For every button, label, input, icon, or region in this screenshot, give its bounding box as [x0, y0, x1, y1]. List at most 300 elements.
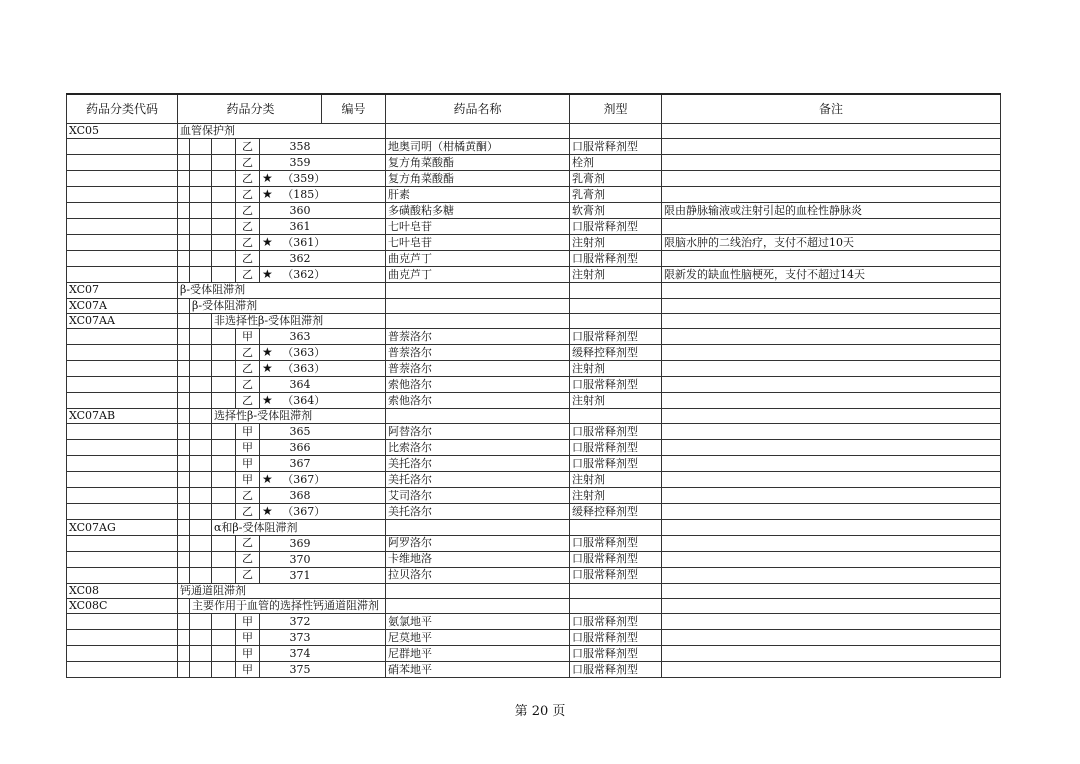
indent-cell [190, 393, 212, 409]
indent-cell [178, 219, 190, 235]
table-body [67, 94, 1001, 678]
drug-number [260, 488, 386, 504]
drug-number [260, 456, 386, 472]
drug-number-value: 361 [289, 220, 311, 234]
drug-row [67, 171, 1001, 187]
drug-name-cell [386, 409, 570, 424]
remark [662, 646, 1001, 662]
category-label: 主要作用于血管的选择性钙通道阻滞剂 [190, 599, 386, 614]
star-icon: ★ [262, 187, 273, 202]
drug-number [260, 235, 386, 251]
indent-cell [190, 361, 212, 377]
indent-cell [212, 393, 236, 409]
indent-cell [212, 329, 236, 345]
remark [662, 393, 1001, 409]
indent-cell [212, 440, 236, 456]
note-cell [662, 520, 1001, 535]
drug-name: 七叶皂苷 [386, 235, 570, 251]
header-code: 药品分类代码 [67, 94, 178, 124]
star-icon: ★ [262, 345, 273, 360]
dosage-form: 注射剂 [570, 472, 662, 488]
category-row [67, 599, 1001, 614]
remark [662, 504, 1001, 520]
drug-number-value: （359） [282, 172, 326, 186]
indent-cell [178, 424, 190, 440]
star-icon: ★ [262, 361, 273, 376]
drug-number-value: （363） [282, 362, 326, 376]
indent-cell [190, 139, 212, 155]
header-note: 备注 [662, 94, 1001, 124]
category-code [67, 345, 178, 361]
category-code: XC07AA [67, 313, 178, 328]
drug-name: 美托洛尔 [386, 456, 570, 472]
drug-row [67, 630, 1001, 646]
class-marker: 乙 [236, 377, 260, 393]
class-marker: 乙 [236, 235, 260, 251]
header-number: 编号 [322, 94, 386, 124]
form-cell [570, 283, 662, 298]
drug-name-cell [386, 283, 570, 298]
drug-name-cell [386, 599, 570, 614]
indent-cell [178, 599, 190, 614]
drug-row [67, 155, 1001, 171]
dosage-form: 口服常释剂型 [570, 251, 662, 267]
remark [662, 551, 1001, 567]
drug-row [67, 393, 1001, 409]
category-code [67, 456, 178, 472]
indent-cell [178, 662, 190, 678]
category-code: XC07AG [67, 520, 178, 535]
drug-name: 地奥司明（柑橘黄酮） [386, 139, 570, 155]
indent-cell [212, 251, 236, 267]
drug-name: 拉贝洛尔 [386, 567, 570, 583]
category-code [67, 219, 178, 235]
class-marker: 甲 [236, 456, 260, 472]
indent-cell [190, 203, 212, 219]
remark [662, 488, 1001, 504]
indent-cell [212, 155, 236, 171]
dosage-form: 口服常释剂型 [570, 662, 662, 678]
remark [662, 187, 1001, 203]
star-icon: ★ [262, 267, 273, 282]
indent-cell [190, 251, 212, 267]
drug-row [67, 139, 1001, 155]
indent-cell [178, 535, 190, 551]
remark [662, 361, 1001, 377]
category-code [67, 440, 178, 456]
form-cell [570, 298, 662, 313]
class-marker: 乙 [236, 139, 260, 155]
indent-cell [190, 488, 212, 504]
dosage-form: 口服常释剂型 [570, 551, 662, 567]
remark [662, 424, 1001, 440]
indent-cell [190, 267, 212, 283]
indent-cell [212, 377, 236, 393]
indent-cell [190, 424, 212, 440]
category-label: 选择性β-受体阻滞剂 [212, 409, 386, 424]
dosage-form: 口服常释剂型 [570, 567, 662, 583]
drug-row [67, 488, 1001, 504]
drug-name: 曲克芦丁 [386, 267, 570, 283]
drug-number-value: （185） [282, 188, 326, 202]
class-marker: 乙 [236, 488, 260, 504]
indent-cell [178, 504, 190, 520]
drug-number [260, 377, 386, 393]
drug-name: 肝素 [386, 187, 570, 203]
dosage-form: 乳膏剂 [570, 171, 662, 187]
drug-name: 曲克芦丁 [386, 251, 570, 267]
form-cell [570, 599, 662, 614]
dosage-form: 注射剂 [570, 488, 662, 504]
indent-cell [190, 345, 212, 361]
drug-name: 卡维地洛 [386, 551, 570, 567]
remark: 限由静脉输液或注射引起的血栓性静脉炎 [662, 203, 1001, 219]
remark [662, 155, 1001, 171]
drug-number-value: 364 [289, 378, 311, 392]
indent-cell [178, 614, 190, 630]
class-marker: 乙 [236, 393, 260, 409]
dosage-form: 口服常释剂型 [570, 646, 662, 662]
remark [662, 139, 1001, 155]
class-marker: 乙 [236, 219, 260, 235]
indent-cell [212, 345, 236, 361]
remark [662, 535, 1001, 551]
indent-cell [178, 630, 190, 646]
drug-row [67, 329, 1001, 345]
indent-cell [178, 456, 190, 472]
dosage-form: 口服常释剂型 [570, 219, 662, 235]
class-marker: 甲 [236, 662, 260, 678]
drug-row [67, 614, 1001, 630]
category-row [67, 313, 1001, 328]
drug-number [260, 535, 386, 551]
drug-number [260, 551, 386, 567]
note-cell [662, 599, 1001, 614]
category-code: XC07 [67, 283, 178, 298]
category-label: β-受体阻滞剂 [178, 283, 386, 298]
drug-number-value: （364） [282, 394, 326, 408]
drug-name-cell [386, 298, 570, 313]
drug-number [260, 614, 386, 630]
remark: 限脑水肿的二线治疗，支付不超过10天 [662, 235, 1001, 251]
drug-row [67, 345, 1001, 361]
header-category: 药品分类 [178, 94, 322, 124]
drug-number-value: 367 [289, 457, 311, 471]
indent-cell [178, 393, 190, 409]
remark [662, 329, 1001, 345]
category-code [67, 551, 178, 567]
drug-number-value: 359 [289, 156, 311, 170]
category-code [67, 171, 178, 187]
indent-cell [212, 267, 236, 283]
category-code [67, 139, 178, 155]
class-marker: 乙 [236, 155, 260, 171]
drug-name: 普萘洛尔 [386, 329, 570, 345]
drug-number [260, 155, 386, 171]
drug-name: 索他洛尔 [386, 393, 570, 409]
drug-row [67, 662, 1001, 678]
dosage-form: 注射剂 [570, 361, 662, 377]
category-code [67, 235, 178, 251]
category-label: 非选择性β-受体阻滞剂 [212, 313, 386, 328]
form-cell [570, 520, 662, 535]
class-marker: 乙 [236, 504, 260, 520]
drug-number-value: （361） [282, 236, 326, 250]
form-cell [570, 409, 662, 424]
indent-cell [212, 551, 236, 567]
drug-number [260, 139, 386, 155]
indent-cell [178, 251, 190, 267]
category-code [67, 567, 178, 583]
category-code [67, 329, 178, 345]
indent-cell [190, 313, 212, 328]
drug-table [66, 93, 1001, 678]
drug-number [260, 646, 386, 662]
class-marker: 乙 [236, 267, 260, 283]
dosage-form: 口服常释剂型 [570, 630, 662, 646]
indent-cell [190, 551, 212, 567]
drug-number [260, 662, 386, 678]
drug-number [260, 567, 386, 583]
category-code: XC07AB [67, 409, 178, 424]
category-code [67, 267, 178, 283]
drug-row [67, 235, 1001, 251]
category-code [67, 472, 178, 488]
class-marker: 乙 [236, 203, 260, 219]
drug-number-value: 371 [289, 568, 311, 582]
class-marker: 甲 [236, 646, 260, 662]
class-marker: 乙 [236, 345, 260, 361]
drug-name: 复方角菜酸酯 [386, 171, 570, 187]
class-marker: 甲 [236, 630, 260, 646]
drug-number-value: 375 [289, 663, 311, 677]
dosage-form: 口服常释剂型 [570, 614, 662, 630]
drug-name: 阿罗洛尔 [386, 535, 570, 551]
note-cell [662, 124, 1001, 139]
header-name: 药品名称 [386, 94, 570, 124]
drug-row [67, 646, 1001, 662]
star-icon: ★ [262, 171, 273, 186]
drug-number-value: 368 [289, 489, 311, 503]
indent-cell [190, 630, 212, 646]
indent-cell [178, 551, 190, 567]
dosage-form: 注射剂 [570, 267, 662, 283]
category-code [67, 393, 178, 409]
dosage-form: 口服常释剂型 [570, 329, 662, 345]
class-marker: 乙 [236, 187, 260, 203]
indent-cell [190, 472, 212, 488]
category-code: XC07A [67, 298, 178, 313]
drug-number-value: 372 [289, 615, 311, 629]
class-marker: 乙 [236, 535, 260, 551]
indent-cell [212, 535, 236, 551]
drug-row [67, 361, 1001, 377]
indent-cell [178, 440, 190, 456]
drug-name: 美托洛尔 [386, 504, 570, 520]
drug-row [67, 251, 1001, 267]
drug-name: 阿替洛尔 [386, 424, 570, 440]
drug-number-value: 373 [289, 631, 311, 645]
indent-cell [178, 298, 190, 313]
remark [662, 614, 1001, 630]
indent-cell [178, 203, 190, 219]
drug-number-value: 365 [289, 425, 311, 439]
drug-name: 普萘洛尔 [386, 345, 570, 361]
indent-cell [178, 646, 190, 662]
star-icon: ★ [262, 472, 273, 487]
indent-cell [212, 139, 236, 155]
indent-cell [190, 171, 212, 187]
indent-cell [190, 440, 212, 456]
indent-cell [190, 187, 212, 203]
drug-row [67, 219, 1001, 235]
form-cell [570, 124, 662, 139]
remark: 限新发的缺血性脑梗死，支付不超过14天 [662, 267, 1001, 283]
drug-name-cell [386, 124, 570, 139]
indent-cell [178, 171, 190, 187]
indent-cell [212, 187, 236, 203]
indent-cell [212, 424, 236, 440]
drug-number-value: （367） [282, 505, 326, 519]
note-cell [662, 298, 1001, 313]
category-code [67, 251, 178, 267]
category-label: 钙通道阻滞剂 [178, 583, 386, 598]
dosage-form: 口服常释剂型 [570, 456, 662, 472]
drug-number [260, 393, 386, 409]
indent-cell [212, 472, 236, 488]
indent-cell [190, 567, 212, 583]
star-icon: ★ [262, 235, 273, 250]
drug-number [260, 203, 386, 219]
indent-cell [190, 219, 212, 235]
dosage-form: 口服常释剂型 [570, 139, 662, 155]
drug-number [260, 267, 386, 283]
star-icon: ★ [262, 393, 273, 408]
remark [662, 171, 1001, 187]
drug-row [67, 440, 1001, 456]
class-marker: 乙 [236, 567, 260, 583]
indent-cell [178, 409, 190, 424]
category-code [67, 377, 178, 393]
drug-row [67, 567, 1001, 583]
drug-number-value: 358 [289, 140, 311, 154]
drug-number [260, 630, 386, 646]
remark [662, 440, 1001, 456]
indent-cell [212, 614, 236, 630]
drug-number [260, 361, 386, 377]
category-row [67, 124, 1001, 139]
indent-cell [178, 520, 190, 535]
indent-cell [190, 155, 212, 171]
indent-cell [178, 329, 190, 345]
drug-number [260, 171, 386, 187]
drug-number [260, 187, 386, 203]
drug-number [260, 504, 386, 520]
class-marker: 乙 [236, 551, 260, 567]
category-code [67, 424, 178, 440]
category-code: XC05 [67, 124, 178, 139]
remark [662, 630, 1001, 646]
category-code: XC08 [67, 583, 178, 598]
indent-cell [212, 235, 236, 251]
class-marker: 甲 [236, 472, 260, 488]
indent-cell [190, 520, 212, 535]
indent-cell [178, 139, 190, 155]
page-number: 第 20 页 [514, 704, 566, 719]
category-code [67, 504, 178, 520]
category-code [67, 488, 178, 504]
drug-number-value: 374 [289, 647, 311, 661]
drug-number [260, 345, 386, 361]
drug-name: 多磺酸粘多糖 [386, 203, 570, 219]
category-code [67, 535, 178, 551]
indent-cell [178, 235, 190, 251]
drug-number [260, 329, 386, 345]
category-code [67, 155, 178, 171]
indent-cell [212, 219, 236, 235]
drug-number-value: 370 [289, 552, 311, 566]
dosage-form: 缓释控释剂型 [570, 504, 662, 520]
remark [662, 456, 1001, 472]
drug-number-value: 363 [289, 330, 311, 344]
category-code [67, 187, 178, 203]
indent-cell [212, 567, 236, 583]
indent-cell [178, 472, 190, 488]
drug-number-value: （367） [282, 473, 326, 487]
indent-cell [212, 361, 236, 377]
category-code: XC08C [67, 599, 178, 614]
remark [662, 662, 1001, 678]
indent-cell [190, 614, 212, 630]
drug-number [260, 440, 386, 456]
category-row [67, 520, 1001, 535]
category-label: β-受体阻滞剂 [190, 298, 386, 313]
indent-cell [178, 267, 190, 283]
drug-row [67, 504, 1001, 520]
remark [662, 345, 1001, 361]
header-form: 剂型 [570, 94, 662, 124]
indent-cell [178, 567, 190, 583]
indent-cell [190, 662, 212, 678]
drug-number-value: （362） [282, 268, 326, 282]
category-code [67, 614, 178, 630]
indent-cell [178, 488, 190, 504]
dosage-form: 软膏剂 [570, 203, 662, 219]
class-marker: 甲 [236, 614, 260, 630]
drug-number-value: 366 [289, 441, 311, 455]
drug-number [260, 219, 386, 235]
dosage-form: 口服常释剂型 [570, 535, 662, 551]
class-marker: 甲 [236, 440, 260, 456]
drug-name: 复方角菜酸酯 [386, 155, 570, 171]
category-row [67, 583, 1001, 598]
dosage-form: 口服常释剂型 [570, 440, 662, 456]
category-code [67, 203, 178, 219]
note-cell [662, 409, 1001, 424]
indent-cell [212, 203, 236, 219]
indent-cell [190, 456, 212, 472]
drug-name: 艾司洛尔 [386, 488, 570, 504]
drug-row [67, 551, 1001, 567]
dosage-form: 栓剂 [570, 155, 662, 171]
dosage-form: 口服常释剂型 [570, 424, 662, 440]
class-marker: 甲 [236, 329, 260, 345]
drug-name: 氨氯地平 [386, 614, 570, 630]
form-cell [570, 313, 662, 328]
category-code [67, 646, 178, 662]
drug-number-value: （363） [282, 346, 326, 360]
drug-row [67, 456, 1001, 472]
